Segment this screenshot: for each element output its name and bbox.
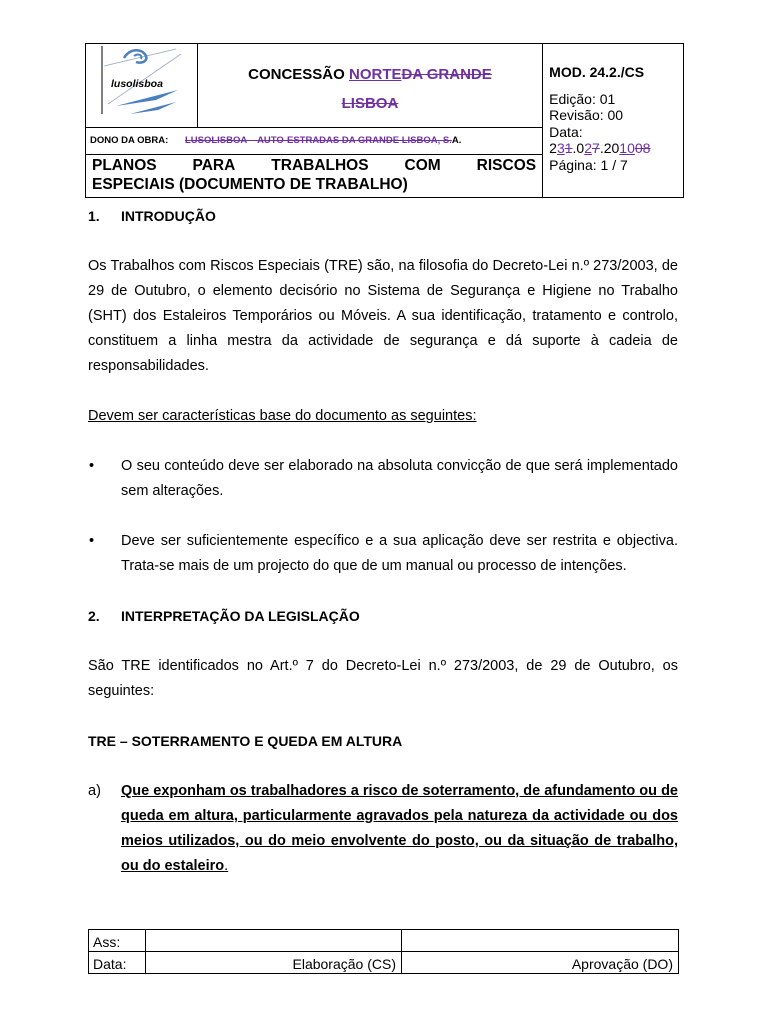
document-header (85, 43, 684, 198)
document-metadata (543, 44, 684, 198)
logo-cell (86, 44, 198, 128)
legislation-paragraph: São TRE identificados no Art.º 7 do Decreto-Lei n.º 273/2003, de 29 de Outubro, os seguintes: (88, 658, 678, 699)
date-value: 231.027.201008 (549, 140, 651, 156)
signature-cs (146, 930, 402, 952)
section-heading-introducao: 1. INTRODUÇÃO (88, 208, 216, 224)
revision: Revisão: 00 (549, 107, 624, 123)
signature-label: Ass: (89, 930, 146, 952)
list-item: • O seu conteúdo deve ser elaborado na absoluta convicção de que será implementado sem alterações. (89, 458, 678, 499)
tre-heading: TRE – SOTERRAMENTO E QUEDA EM ALTURA (88, 733, 403, 749)
svg-text:lusolisboa: lusolisboa (111, 78, 163, 90)
date-row-label: Data: (89, 952, 146, 974)
document-title: PLANOS PARA TRABALHOS COM RISCOS ESPECIAIS (DOCUMENTO DE TRABALHO) (86, 155, 543, 198)
characteristics-intro: Devem ser características base do documento as seguintes: (88, 408, 477, 424)
lusolisboa-logo (86, 44, 196, 126)
list-item: • Deve ser suficientemente específico e a sua aplicação deve ser restrita e objectiva. Trata-se mais de um projecto do que de um manual ou processo de intenções. (89, 533, 678, 574)
intro-paragraph: Os Trabalhos com Riscos Especiais (TRE) são, na filosofia do Decreto-Lei n.º 273/2003, de 29 de Outubro, o elemento decisório no Sistema de Segurança e Higiene no Trabalho (SHT) dos Estaleiros Temporários ou Móveis. A sua identificação, tratamento e controlo, constituem a linha mestra da actividade de segurança e dá suporte à cadeia de responsabilidades. (88, 258, 678, 374)
date-label: Data: (549, 123, 583, 140)
section-heading-interpretacao: 2. INTERPRETAÇÃO DA LEGISLAÇÃO (88, 608, 360, 624)
owner-name: LUSOLISBOA – AUTO-ESTRADAS DA GRANDE LISBOA, S.A. (184, 135, 462, 146)
owner-label: DONO DA OBRA: (90, 135, 169, 146)
approval-do: Aprovação (DO) (402, 952, 679, 974)
owner-row (86, 128, 543, 155)
edition: Edição: 01 (549, 90, 616, 107)
document-body (88, 204, 678, 879)
page-number: Página: 1 / 7 (549, 156, 628, 173)
list-item: a) Que exponham os trabalhadores a risco de soterramento, de afundamento ou de queda em altura, particularmente agravados pela natureza da actividade ou dos meios utilizados, ou do meio envolvente do posto, ou da situação de trabalho, ou do estaleiro. (88, 783, 678, 874)
concession-title: CONCESSÃO NORTEDA GRANDE LISBOA (197, 44, 542, 128)
signature-do (402, 930, 679, 952)
signature-table (88, 929, 679, 974)
elaboration-cs: Elaboração (CS) (146, 952, 402, 974)
model-code: MOD. 24.2./CS (549, 64, 645, 80)
